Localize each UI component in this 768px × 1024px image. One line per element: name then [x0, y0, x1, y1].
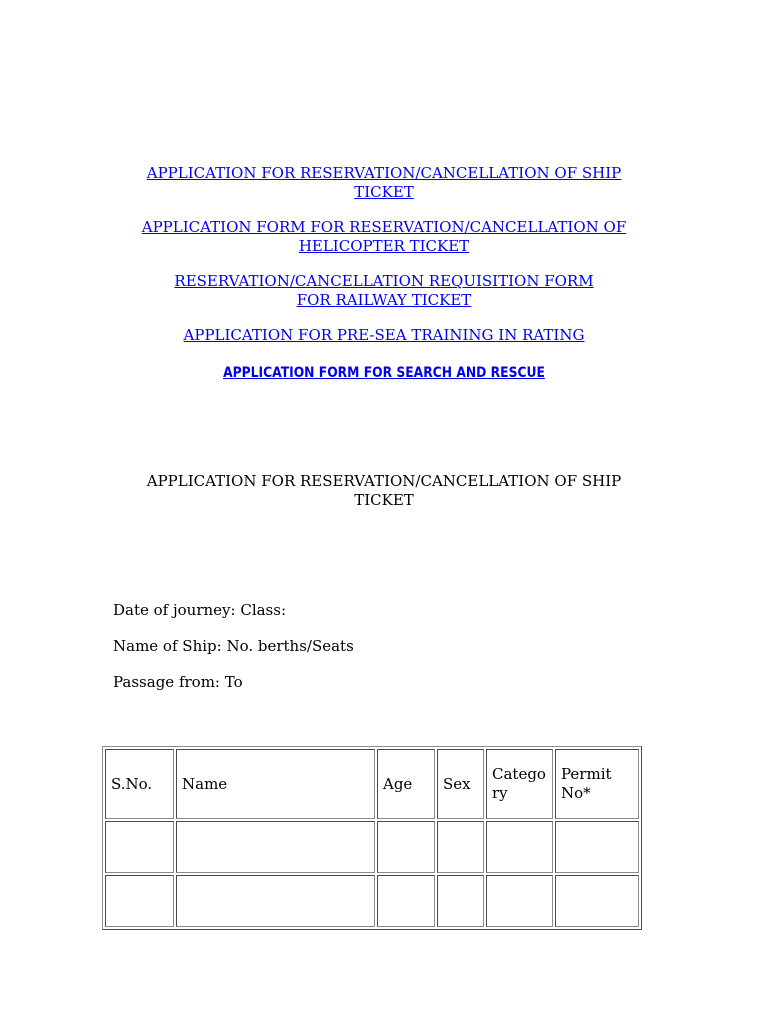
form-title-line1: APPLICATION FOR RESERVATION/CANCELLATION OF SHIP: [146, 472, 622, 490]
header-sex-text: Sex: [443, 774, 471, 793]
date-of-journey-line: Date of journey: Class:: [113, 601, 287, 619]
header-permit-line2: No*: [561, 784, 591, 802]
name-of-ship-line: Name of Ship: No. berths/Seats: [113, 637, 354, 655]
header-category: [486, 749, 553, 819]
link-ship-ticket[interactable]: [110, 164, 658, 201]
link-railway-ticket-line2: FOR RAILWAY TICKET: [296, 290, 472, 309]
link-ship-ticket-line1: APPLICATION FOR RESERVATION/CANCELLATION OF SHIP: [146, 164, 622, 182]
link-railway-ticket-line1: RESERVATION/CANCELLATION REQUISITION FORM: [174, 272, 594, 290]
table-header-row: [105, 749, 639, 819]
link-helicopter-ticket-line2: HELICOPTER TICKET: [298, 236, 470, 255]
cell-category[interactable]: [486, 875, 553, 927]
cell-permit-no[interactable]: [555, 821, 639, 873]
header-name-text: Name: [182, 774, 228, 793]
header-category-line1: Catego: [492, 765, 546, 783]
cell-sex[interactable]: [437, 875, 484, 927]
header-sex: [437, 749, 484, 819]
table-row: [105, 875, 639, 927]
header-age-text: Age: [383, 774, 413, 793]
cell-sno[interactable]: [105, 875, 174, 927]
cell-sno[interactable]: [105, 821, 174, 873]
form-title-line2: TICKET: [354, 491, 414, 509]
cell-sex[interactable]: [437, 821, 484, 873]
link-search-and-rescue[interactable]: APPLICATION FORM FOR SEARCH AND RESCUE: [223, 364, 545, 381]
form-links-list: [110, 164, 658, 399]
header-age: [377, 749, 435, 819]
cell-name[interactable]: [176, 875, 375, 927]
cell-age[interactable]: [377, 875, 435, 927]
link-ship-ticket-line2: TICKET: [354, 182, 414, 201]
link-pre-sea-training[interactable]: APPLICATION FOR PRE-SEA TRAINING IN RATING: [183, 326, 585, 344]
cell-name[interactable]: [176, 821, 375, 873]
header-name: [176, 749, 375, 819]
link-helicopter-ticket-line1: APPLICATION FORM FOR RESERVATION/CANCELLATION OF: [141, 218, 627, 236]
form-title: [110, 472, 658, 510]
link-railway-ticket[interactable]: [110, 272, 658, 309]
link-helicopter-ticket[interactable]: [110, 218, 658, 255]
table-row: [105, 821, 639, 873]
header-sno-text: S.No.: [111, 774, 153, 793]
cell-category[interactable]: [486, 821, 553, 873]
passenger-table: [102, 746, 642, 930]
header-category-line2: ry: [492, 784, 508, 802]
cell-age[interactable]: [377, 821, 435, 873]
cell-permit-no[interactable]: [555, 875, 639, 927]
header-permit-no: [555, 749, 639, 819]
header-permit-line1: Permit: [561, 765, 612, 783]
header-sno: [105, 749, 174, 819]
passage-line: Passage from: To: [113, 673, 243, 691]
